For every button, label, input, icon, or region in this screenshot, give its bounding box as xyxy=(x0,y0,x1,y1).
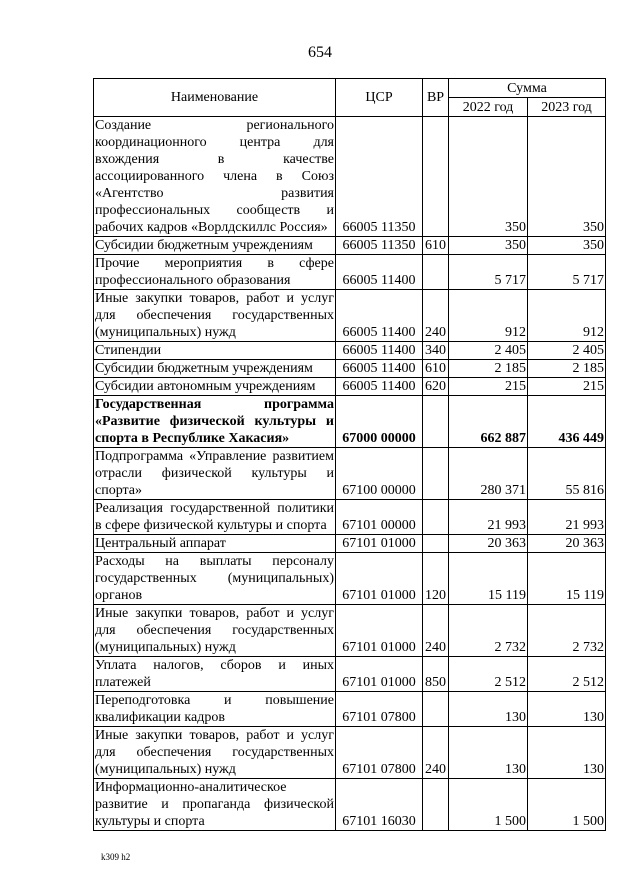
row-name: Переподготовка и повышение квалификации кадров xyxy=(95,693,334,725)
footer-code: k309 h2 xyxy=(101,852,131,862)
header-name: Наименование xyxy=(94,79,336,117)
row-vr xyxy=(423,117,449,237)
table-row xyxy=(94,255,606,290)
budget-table xyxy=(93,78,606,831)
row-name: Стипендии xyxy=(94,342,336,360)
header-csr: ЦСР xyxy=(336,79,423,117)
table-row xyxy=(94,727,606,779)
header-vr: ВР xyxy=(423,79,449,117)
row-sum-2022: 280 371 xyxy=(449,448,528,500)
row-sum-2023: 912 xyxy=(528,290,606,342)
row-csr: 66005 11400 xyxy=(336,378,423,396)
page-number: 654 xyxy=(308,44,332,61)
row-sum-2023: 55 816 xyxy=(528,448,606,500)
table-row xyxy=(94,290,606,342)
row-sum-2023: 130 xyxy=(528,727,606,779)
row-vr: 240 xyxy=(423,290,449,342)
row-sum-2022: 130 xyxy=(449,692,528,727)
row-sum-2022: 215 xyxy=(449,378,528,396)
table-row xyxy=(94,360,606,378)
row-vr xyxy=(423,535,449,553)
row-sum-2023: 15 119 xyxy=(528,553,606,605)
row-sum-2023: 20 363 xyxy=(528,535,606,553)
table-row xyxy=(94,605,606,657)
row-sum-2023: 1 500 xyxy=(528,779,606,831)
row-csr: 67101 07800 xyxy=(336,692,423,727)
row-sum-2023: 2 185 xyxy=(528,360,606,378)
row-sum-2022: 5 717 xyxy=(449,255,528,290)
row-csr: 66005 11350 xyxy=(336,117,423,237)
table-row xyxy=(94,117,606,237)
row-csr: 66005 11400 xyxy=(336,290,423,342)
row-vr: 610 xyxy=(423,360,449,378)
row-csr: 67100 00000 xyxy=(336,448,423,500)
table-row xyxy=(94,692,606,727)
row-vr xyxy=(423,779,449,831)
row-csr: 66005 11350 xyxy=(336,237,423,255)
row-name: Информационно-аналитическое развитие и пропаганда физической культуры и спорта xyxy=(95,780,334,829)
row-sum-2022: 2 732 xyxy=(449,605,528,657)
row-sum-2023: 350 xyxy=(528,117,606,237)
table-row xyxy=(94,500,606,535)
row-name: Субсидии бюджетным учреждениям xyxy=(94,360,336,378)
row-vr: 120 xyxy=(423,553,449,605)
header-sum: Сумма xyxy=(449,79,606,98)
row-vr xyxy=(423,500,449,535)
row-sum-2023: 5 717 xyxy=(528,255,606,290)
row-csr: 67101 00000 xyxy=(336,500,423,535)
header-year-2023: 2023 год xyxy=(528,98,606,117)
row-vr xyxy=(423,448,449,500)
row-csr: 67101 16030 xyxy=(336,779,423,831)
row-vr xyxy=(423,255,449,290)
row-name: Субсидии бюджетным учреждениям xyxy=(94,237,336,255)
row-sum-2022: 350 xyxy=(449,237,528,255)
row-name: Иные закупки товаров, работ и услуг для обеспечения государственных (муниципальных) нужд xyxy=(95,291,334,340)
row-sum-2022: 1 500 xyxy=(449,779,528,831)
table-row xyxy=(94,553,606,605)
table-body xyxy=(94,117,606,831)
row-name: Иные закупки товаров, работ и услуг для обеспечения государственных (муниципальных) нужд xyxy=(95,606,334,655)
row-sum-2023: 2 512 xyxy=(528,657,606,692)
row-csr: 66005 11400 xyxy=(336,342,423,360)
row-name: Центральный аппарат xyxy=(94,535,336,553)
row-sum-2022: 20 363 xyxy=(449,535,528,553)
table-row xyxy=(94,657,606,692)
table-row xyxy=(94,448,606,500)
row-csr: 67101 01000 xyxy=(336,657,423,692)
row-name: Создание регионального координационного центра для вхождения в качестве ассоциированного члена в Союз «Агентство развития профессиональных сообществ и рабочих кадров «Ворлдскиллс Россия» xyxy=(95,118,334,235)
table-row xyxy=(94,342,606,360)
row-sum-2023: 2 732 xyxy=(528,605,606,657)
row-csr: 67101 01000 xyxy=(336,553,423,605)
table-row xyxy=(94,779,606,831)
row-vr: 240 xyxy=(423,727,449,779)
row-name: Реализация государственной политики в сфере физической культуры и спорта xyxy=(95,501,334,533)
header-year-2022: 2022 год xyxy=(449,98,528,117)
row-sum-2022: 15 119 xyxy=(449,553,528,605)
row-vr: 850 xyxy=(423,657,449,692)
row-sum-2023: 215 xyxy=(528,378,606,396)
row-sum-2022: 21 993 xyxy=(449,500,528,535)
row-name: Субсидии автономным учреждениям xyxy=(94,378,336,396)
row-name: Иные закупки товаров, работ и услуг для обеспечения государственных (муниципальных) нужд xyxy=(95,728,334,777)
row-name: Расходы на выплаты персоналу государственных (муниципальных) органов xyxy=(95,554,334,603)
table-row xyxy=(94,378,606,396)
row-csr: 66005 11400 xyxy=(336,360,423,378)
row-name: Государственная программа «Развитие физической культуры и спорта в Республике Хакасия» xyxy=(95,397,334,446)
row-csr: 67101 07800 xyxy=(336,727,423,779)
table-row xyxy=(94,535,606,553)
row-vr: 610 xyxy=(423,237,449,255)
row-vr: 340 xyxy=(423,342,449,360)
row-vr xyxy=(423,396,449,448)
row-sum-2023: 130 xyxy=(528,692,606,727)
row-sum-2023: 21 993 xyxy=(528,500,606,535)
row-sum-2023: 2 405 xyxy=(528,342,606,360)
row-sum-2022: 2 185 xyxy=(449,360,528,378)
row-vr: 620 xyxy=(423,378,449,396)
row-name: Уплата налогов, сборов и иных платежей xyxy=(95,658,334,690)
row-vr xyxy=(423,692,449,727)
row-name: Подпрограмма «Управление развитием отрасли физической культуры и спорта» xyxy=(95,449,334,498)
row-sum-2022: 130 xyxy=(449,727,528,779)
row-csr: 67101 01000 xyxy=(336,605,423,657)
row-sum-2022: 662 887 xyxy=(449,396,528,448)
row-sum-2022: 2 512 xyxy=(449,657,528,692)
row-sum-2022: 912 xyxy=(449,290,528,342)
row-csr: 66005 11400 xyxy=(336,255,423,290)
row-vr: 240 xyxy=(423,605,449,657)
row-sum-2023: 350 xyxy=(528,237,606,255)
table-row xyxy=(94,396,606,448)
row-sum-2022: 350 xyxy=(449,117,528,237)
row-csr: 67000 00000 xyxy=(336,396,423,448)
row-sum-2022: 2 405 xyxy=(449,342,528,360)
row-sum-2023: 436 449 xyxy=(528,396,606,448)
row-csr: 67101 01000 xyxy=(336,535,423,553)
row-name: Прочие мероприятия в сфере профессионального образования xyxy=(95,256,334,288)
table-row xyxy=(94,237,606,255)
